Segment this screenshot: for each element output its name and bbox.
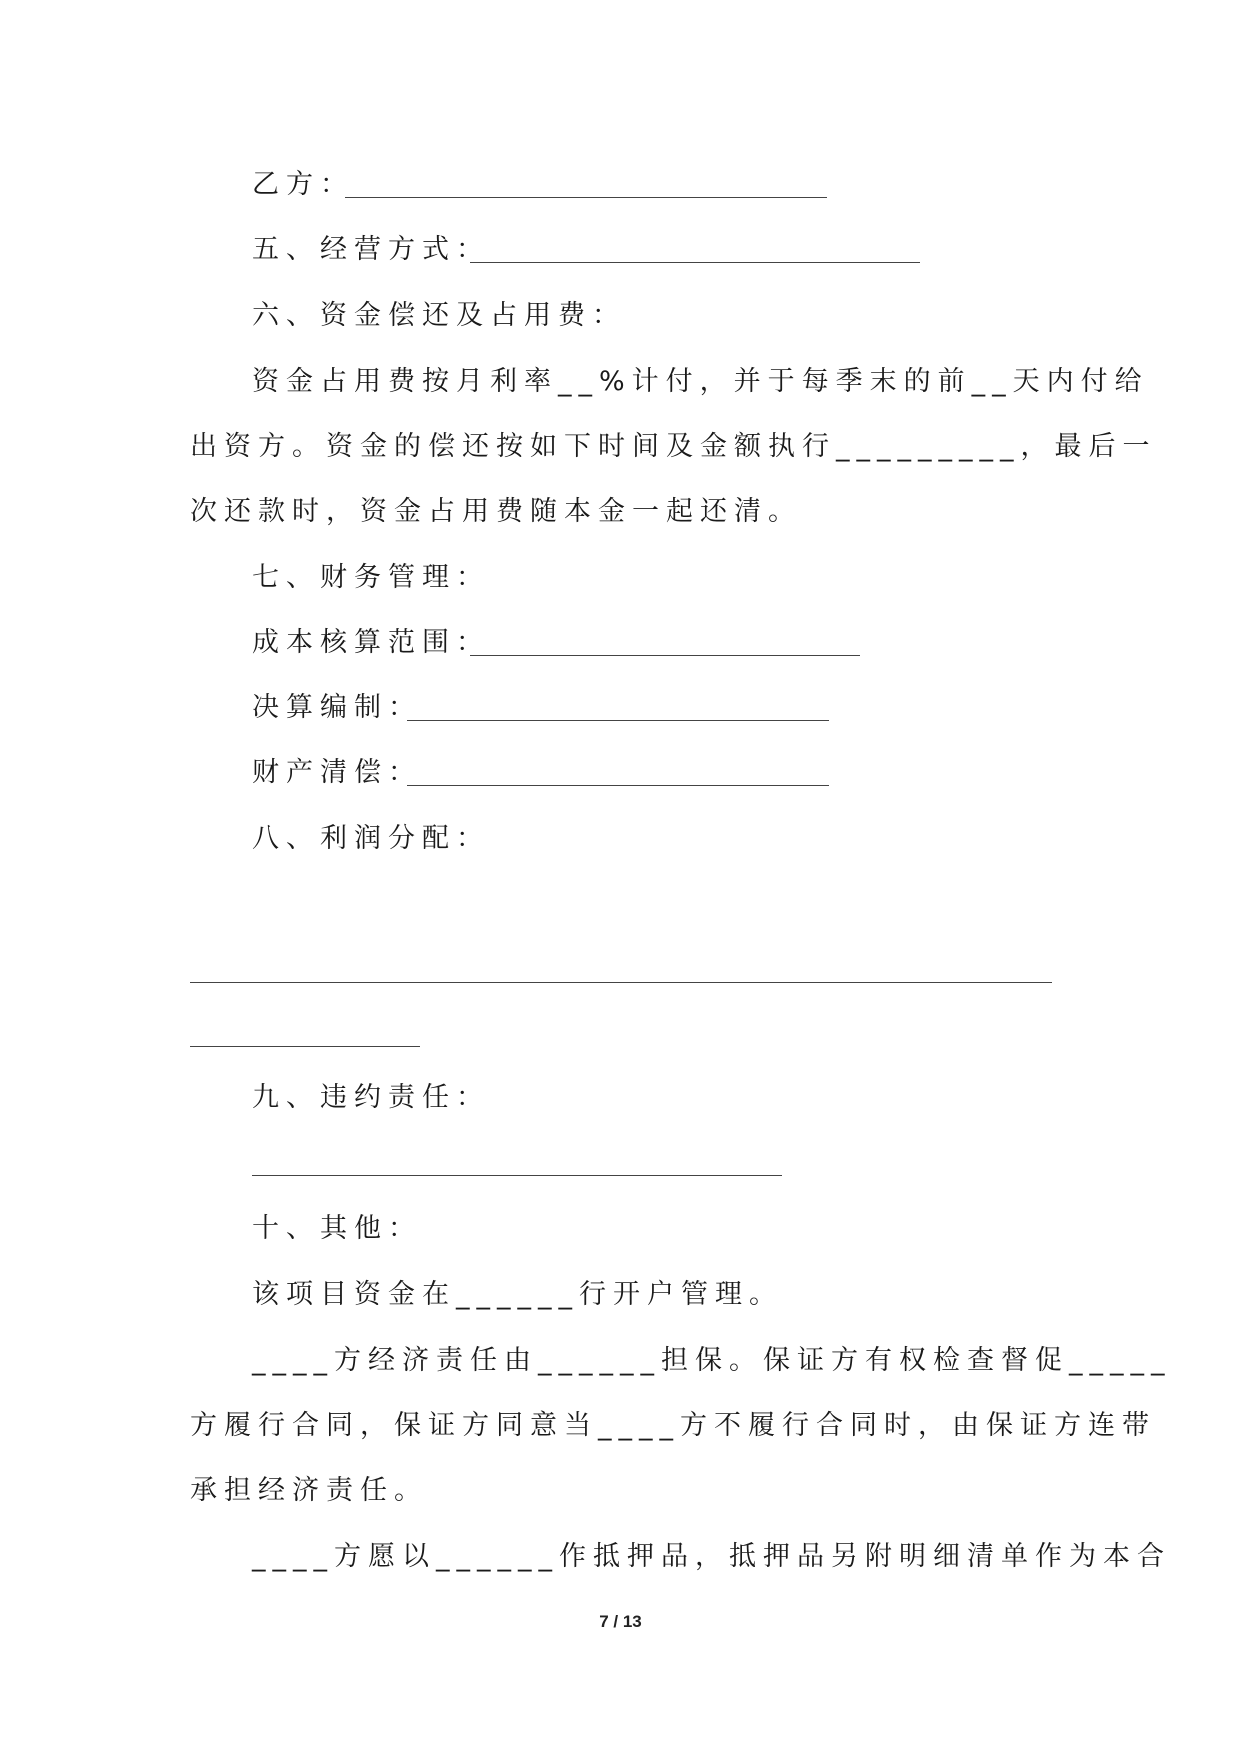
section-heading-funds: 六、资金偿还及占用费： — [252, 300, 626, 331]
paragraph-line: 承担经济责任。 — [190, 1475, 428, 1506]
blank-underline — [470, 262, 920, 263]
blank-underline — [470, 655, 860, 656]
paragraph-line: 方履行合同，保证方同意当____方不履行合同时，由保证方连带 — [190, 1410, 1156, 1441]
text-line-accounts: 决算编制： — [252, 692, 422, 723]
paragraph-line: 次还款时，资金占用费随本金一起还清。 — [190, 496, 802, 527]
section-heading-other: 十、其他： — [252, 1213, 422, 1244]
page-number: 7 / 13 — [599, 1612, 642, 1631]
blank-underline-full — [190, 982, 1052, 983]
text-line-property: 财产清偿： — [252, 757, 422, 788]
text-line-operation-mode: 五、经营方式： — [252, 234, 490, 265]
paragraph-line: ____方愿以______作抵押品，抵押品另附明细清单作为本合 — [252, 1541, 1171, 1572]
section-heading-finance: 七、财务管理： — [252, 562, 490, 593]
blank-underline — [407, 785, 829, 786]
paragraph-line: ____方经济责任由______担保。保证方有权检查督促_____ — [252, 1345, 1172, 1376]
blank-underline — [407, 720, 829, 721]
section-heading-liability: 九、违约责任： — [252, 1082, 490, 1113]
blank-underline-short — [190, 1046, 420, 1047]
paragraph-line: 该项目资金在______行开户管理。 — [252, 1279, 783, 1310]
text-line-party-b: 乙方： — [252, 169, 354, 200]
blank-underline — [345, 197, 827, 198]
blank-underline — [252, 1175, 782, 1176]
paragraph-line: 资金占用费按月利率__%计付，并于每季末的前__天内付给 — [252, 366, 1149, 397]
paragraph-line: 出资方。资金的偿还按如下时间及金额执行_________，最后一 — [190, 431, 1157, 462]
section-heading-profit: 八、利润分配： — [252, 823, 490, 854]
text-line-cost-scope: 成本核算范围： — [252, 627, 490, 658]
